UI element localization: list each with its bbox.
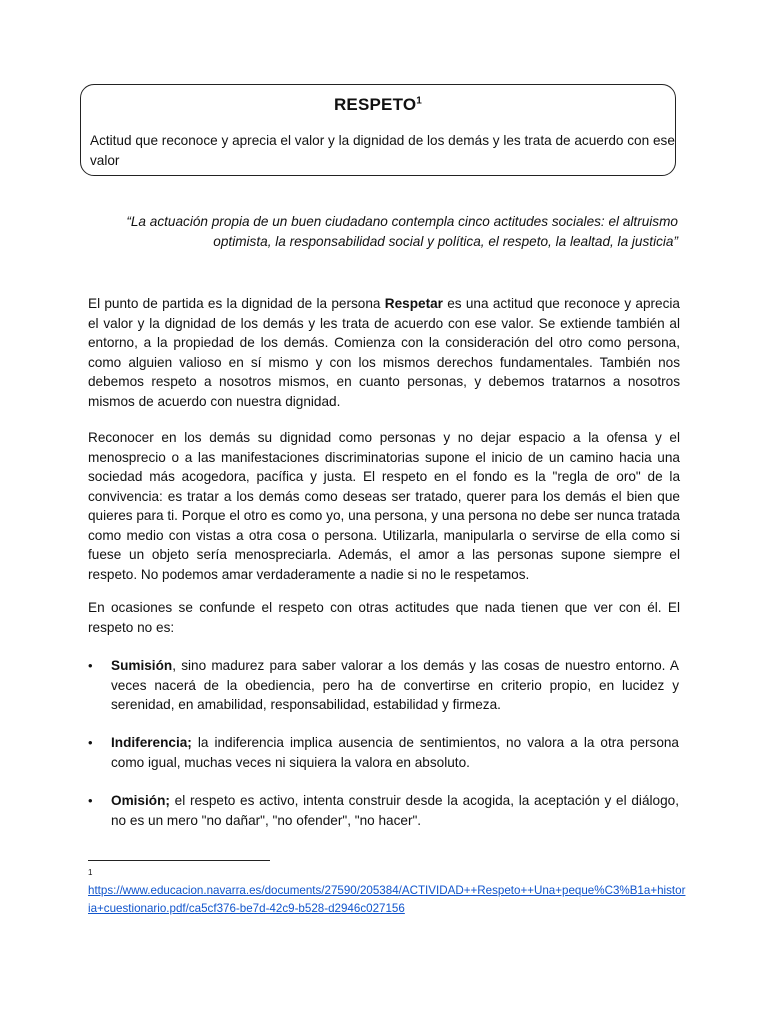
list-item-term: Sumisión [111,658,173,673]
paragraph-1 [88,294,680,411]
paragraph-1-start: El punto de partida es la dignidad de la persona [88,296,385,311]
list-item-desc: la indiferencia implica ausencia de sentimientos, no valora a la otra persona como igual, muchas veces ni siquiera la valora en absoluto. [111,735,679,770]
title-text: RESPETO [333,95,417,114]
paragraph-2: Reconocer en los demás su dignidad como personas y no dejar espacio a la ofensa y el menosprecio o a las manifestaciones discriminatorias supone el inicio de un camino hacia una sociedad más acogedora, pacífica y justa. El respeto en el fondo es la "regla de oro" de la convivencia: es tratar a los demás como deseas ser tratado, querer para los demás el bien que quieres para ti. Porque el otro es como yo, una persona, y una persona no debe ser nunca tratada como medio con vistas a otra cosa o persona. Utilizarla, manipularla o servirse de ella como si fuese un objeto sería menospreciarla. Además, el amor a las personas supone siempre el respeto. No podemos amar verdaderamente a nadie si no le respetamos. [88,430,680,582]
list-item-desc: , sino madurez para saber valorar a los demás y las cosas de nuestro entorno. A veces nacerá de la obediencia, pero ha de convertirse en criterio propio, en lucidez y serenidad, en amabilidad, responsabilidad, estabilidad y firmeza. [111,658,679,712]
title-box [80,84,676,176]
quote: “La actuación propia de un buen ciudadano contempla cinco actitudes sociales: el altruismo optimista, la responsabilidad social y política, el respeto, la lealtad, la justicia” [126,214,678,249]
list-item-term: Indiferencia; [111,735,192,750]
footnote-reference[interactable]: 1 [416,95,423,107]
paragraph-3: En ocasiones se confunde el respeto con otras actitudes que nada tienen que ver con él. El respeto no es: [88,600,680,635]
bullet-icon: • [88,735,93,750]
list-item-desc: el respeto es activo, intenta construir desde la acogida, la aceptación y el diálogo, no es un mero "no dañar", "no ofender", "no hacer". [111,793,679,828]
footnote-link[interactable]: https://www.educacion.navarra.es/documents/27590/205384/ACTIVIDAD++Respeto++Una+peque%C3%B1a+historia+cuestionario.pdf/ca5cf376-be7d-42c9-b528-d2946c027156 [88,884,686,915]
bullet-icon: • [88,793,93,808]
definition-text: Actitud que reconoce y aprecia el valor y la dignidad de los demás y les trata de acuerdo con ese valor [90,133,675,168]
list-item-text [111,733,679,772]
paragraph-1-rest: es una actitud que reconoce y aprecia el valor y la dignidad de los demás y les trata de acuerdo con ese valor. Se extiende también al entorno, a la propiedad de los demás. Comienza con la consideración del otro como persona, como alguien valioso en sí mismo y con los mismos derechos fundamentales. También nos debemos respeto a nosotros mismos, en cuanto personas, y debemos tratarnos a nosotros mismos de acuerdo con nuestra dignidad. [88,296,680,409]
list-item-text [111,656,679,715]
footnote-number: 1 [88,868,93,877]
list-item-text [111,791,679,830]
paragraph-1-bold: Respetar [384,296,443,311]
page-title [81,95,675,115]
list-item-term: Omisión; [111,793,170,808]
footnote-divider [88,860,270,861]
bullet-icon: • [88,658,93,673]
